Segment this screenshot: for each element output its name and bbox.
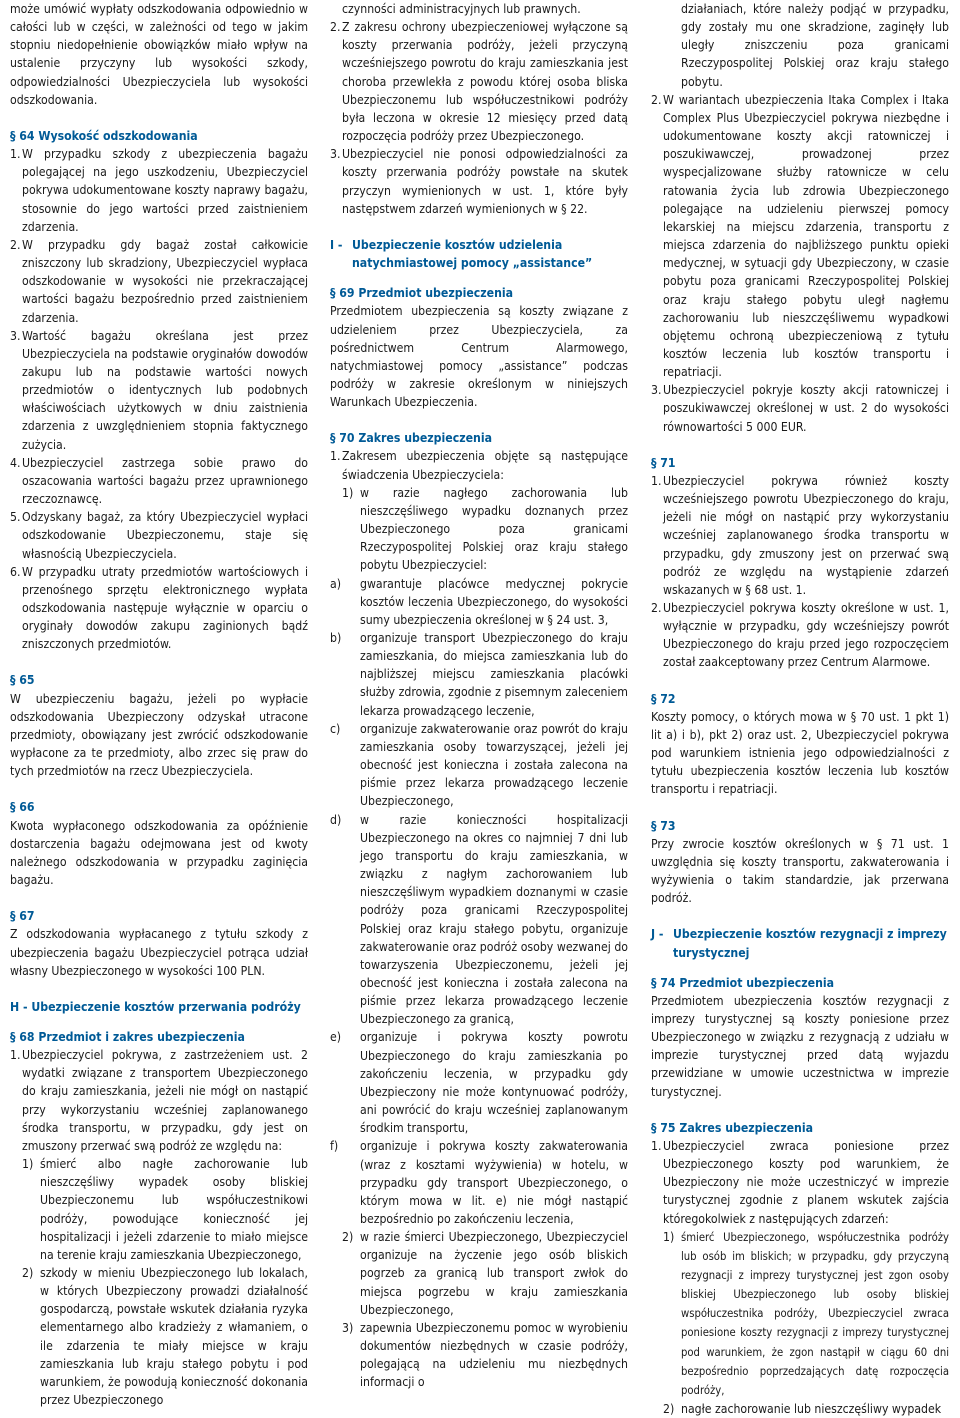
list-text: Odzyskany bagaż, za który Ubezpieczyciel wypłaci odszkodowanie Ubezpieczonemu, staje się własnością Ubezpieczyciela. [22,510,308,561]
list-item [651,1400,949,1418]
chapter-heading: H - Ubezpieczenie kosztów przerwania podróży [10,999,301,1014]
list-item [651,599,949,672]
spacer [10,653,308,671]
list-text: organizuje i pokrywa koszty powrotu Ubezpieczonego do kraju zamieszkania po zakończeniu leczenia, w przypadku gdy Ubezpieczony nie może kontynuować podróży, ani powrócić do kraju wcześniej zaplanowanym środkim transportu, [360,1030,628,1136]
list-text: śmierć albo nagłe zachorowanie lub nieszczęśliwy wypadek osoby bliskiej Ubezpieczonemu lub współuczestnikowi podróży, powodujące konieczność jej hospitalizacji i jeżeli zdarzenie to miało miejsce na terenie kraju zamieszkania Ubezpieczonego, [40,1157,308,1262]
section-heading: § 70 Zakres ubezpieczenia [330,431,492,446]
list-text: nagłe zachorowanie lub nieszczęśliwy wypadek [681,1402,942,1417]
list-item [10,1155,308,1264]
section-heading: § 65 [10,673,35,688]
spacer [330,272,628,284]
spacer [10,980,308,998]
list-item [10,1046,308,1155]
chapter-title: Ubezpieczenie kosztów rezygnacji z imprezy turystycznej [673,927,947,960]
spacer [10,780,308,798]
spacer [651,799,949,817]
list-text: W przypadku utraty przedmiotów wartościowych i przenośnego sprzętu elektronicznego wypłata odszkodowania następuje wyłącznie w oparciu o oryginały dowodów zakupu zaginionych bądź zniszczonych przedmiotów. [22,564,308,652]
list-text: organizuje transport Ubezpieczonego do kraju zamieszkania, do miejsca zamieszkania lub do najbliższej miejscu zamieszkania placówki służby zdrowia, zgodnie z pisemnym zaleceniem lekarza prowadzącego leczenie, [360,631,628,718]
list-text: Ubezpieczyciel zwraca poniesione przez Ubezpieczonego koszty pod warunkiem, że Ubezpieczony nie może uczestniczyć w imprezie turystycznej zgodnie z planem wskutek zajścia któregokolwiek z następujących zdarzeń: [663,1138,949,1226]
list-number: 2. [651,601,662,615]
list-item [330,1228,628,1319]
list-text: W wariantach ubezpieczenia Itaka Complex i Itaka Complex Plus Ubezpieczyciel pokrywa niezbędne i udokumentowane koszty akcji ratowniczej i poszukiwawczej, prowadzonej przez wyspecjalizowane służby ratownicze w celu ratowania życia lub zdrowia Ubezpieczonego polegające na udzieleniu pierwszej pomocy lekarskiej na miejscu zdarzenia, transportu z miejsca zdarzenia do najbliższego punktu opieki medycznej, w sytuacji gdy Ubezpieczony, w czasie pobytu poza granicami Rzeczypospolitej Polskiej oraz kraju stałego pobytu uległ nagłemu zachorowaniu lub nieszczęśliwemu wypadkowi objętemu ochroną ubezpieczeniową z tytułu kosztów leczenia lub kosztów transportu i repatriacji. [663,92,949,380]
list-item [10,145,308,236]
spacer [651,907,949,925]
list-text: Ubezpieczyciel pokryje koszty akcji ratowniczej i poszukiwawczej określonej w ust. 2 do wysokości równowartości 5 000 EUR. [663,383,949,434]
list-text: organizuje i pokrywa koszty zakwaterowania (wraz z kosztami wyżywienia) w hotelu, w przypadku gdy transport Ubezpieczonego, o którym mowa w lit. e) nie mógł nastąpić bezpośrednio po zakończeniu leczenia, [360,1139,628,1226]
chapter-letter: I - [330,237,343,252]
list-number: a) [330,576,341,591]
list-item [330,1137,628,1228]
spacer [10,109,308,127]
list-text: w razie nagłego zachorowania lub nieszczęśliwego wypadku doznanych przez Ubezpieczonego poza granicami Rzeczypospolitej Polskiej oraz kraju stałego pobytu Ubezpieczyciel: [360,485,628,573]
paragraph: działaniach, które należy podjąć w przypadku, gdy zostały mu one skradzione, zaginęły lub uległy zniszczeniu poza granicami Rzeczypospolitej Polskiej oraz kraju stałego pobytu. [681,2,949,89]
spacer [651,436,949,454]
section-heading: § 66 [10,800,35,815]
list-number: 1. [10,147,21,162]
list-number: 1. [330,449,341,464]
list-item [10,327,308,454]
list-text: w razie konieczności hospitalizacji Ubezpieczonego na okres co najmniej 7 dni lub jego transportu do kraju zamieszkania, w związku z nagłym zachorowaniem lub nieszczęśliwym wypadkiem doznanymi w czasie podróży poza granicami Rzeczypospolitej Polskiej oraz kraju stałego pobytu, organizuje zakwaterowanie oraz podróż osoby wezwanej do towarzyszenia Ubezpieczonemu, jeżeli jej obecność jest konieczna i została zalecona na piśmie przez lekarza prowadzącego leczenie Ubezpieczonego za granicą, [360,812,628,1027]
list-item [651,91,949,382]
spacer [10,889,308,907]
list-item [10,236,308,327]
list-item [330,1319,628,1392]
list-text: W przypadku gdy bagaż został całkowicie zniszczony lub skradziony, Ubezpieczyciel wypłaca odszkodowanie w wysokości nie przekraczającej wartości bagażu bezpośrednio przed zaistnieniem zdarzenia. [22,237,308,325]
list-item [10,563,308,654]
spacer [330,218,628,236]
list-text: gwarantuje placówce medycznej pokrycie kosztów leczenia Ubezpieczonego, do wysokości sumy ubezpieczenia określonej w § 24 ust. 3, [360,576,628,627]
section-heading: § 74 Przedmiot ubezpieczenia [651,975,835,990]
list-number: 2) [22,1266,34,1280]
list-number: 1) [22,1157,34,1172]
list-number: 2) [342,1230,354,1245]
chapter-heading [651,925,949,961]
list-number: 1. [651,473,662,488]
list-number: 3. [330,147,341,162]
list-number: c) [330,721,341,736]
list-text: Ubezpieczyciel pokrywa również koszty wcześniejszego powrotu Ubezpieczonego do kraju, jeżeli nie mógł on nastąpić przy wykorzystaniu wcześniej zaplanowanego środka transportu w przypadku, gdy zmuszony jest on przerwać swą podróż ze względu na wystąpienie zdarzeń wskazanych w § 68 ust. 1. [663,473,949,597]
chapter-title: Ubezpieczenie kosztów udzielenia natychmiastowej pomocy „assistance” [352,237,593,271]
list-number: 1. [10,1048,21,1063]
paragraph: Koszty pomocy, o których mowa w § 70 ust. 1 pkt 1) lit a) i b), pkt 2) oraz ust. 2, Ubezpieczyciel pokrywa pod warunkiem istnienia jego odpowiedzialności z tytułu ubezpieczenia kosztów leczenia lub kosztów transportu i repatriacji. [651,709,949,797]
spacer [10,1016,308,1028]
section-heading: § 73 [651,818,676,833]
list-number: 1) [342,485,354,500]
list-text: organizuje zakwaterowanie oraz powrót do kraju zamieszkania osoby towarzyszącej, jeżeli jej obecność jest konieczna i została zalecona na piśmie przez lekarza prowadzącego leczenie Ubezpieczonego, [360,721,628,809]
list-text: Z zakresu ochrony ubezpieczeniowej wyłączone są koszty przerwania podróży, jeżeli przyczyną wcześniejszego powrotu do kraju zamieszkania jest choroba przewlekła z powodu której osoba bliska Ubezpieczonemu lub współuczestnikowi podróży była leczona w okresie 12 miesięcy przed datą rozpoczęcia podróży przez Ubezpieczonego. [342,20,628,144]
list-number: 5. [10,510,21,525]
section-heading: § 72 [651,691,676,706]
list-number: 4. [10,455,21,470]
list-number: 1) [663,1229,675,1244]
spacer [651,1101,949,1119]
list-item [330,1028,628,1137]
chapter-heading [330,236,628,272]
list-number: 2) [663,1402,675,1417]
paragraph: Przedmiotem ubezpieczenia kosztów rezygnacji z imprezy turystycznej są koszty poniesione przez Ubezpieczonego w związku z rezygnacją z udziału w imprezie turystycznej przed datą wyjazdu przewidziane w umowie uczestnictwa w imprezie turystycznej. [651,993,949,1099]
spacer [651,962,949,974]
list-number: 2. [651,92,662,107]
paragraph: Przy zwrocie kosztów określonych w § 71 ust. 1 uwzględnia się koszty transportu, zakwaterowania i wyżywienia o takim standardzie, jak przerwana podróż. [651,836,949,906]
list-text: Zakresem ubezpieczenia objęte są następujące świadczenia Ubezpieczyciela: [342,449,628,482]
chapter-letter: J - [651,927,664,942]
list-number: 3. [651,383,662,398]
list-number: f) [330,1139,339,1154]
list-item [330,629,628,720]
spacer [651,672,949,690]
list-item [330,575,628,629]
list-item [10,1264,308,1409]
list-number: e) [330,1030,342,1045]
list-text: Wartość bagażu określana jest przez Ubezpieczyciela na podstawie oryginałów dowodów zakupu lub na podstawie wartości nowych przedmiotów o identycznych lub podobnych właściwościach użytkowych w dniu zaistnienia zdarzenia z uwzględnieniem stopnia faktycznego zużycia. [22,328,308,452]
list-number: 2. [330,20,341,35]
list-text: Ubezpieczyciel zastrzega sobie prawo do oszacowania wartości bagażu przez uprawnionego rzeczoznawcę. [22,455,308,507]
list-number: 3. [10,328,21,343]
list-number: b) [330,631,342,645]
list-text: Ubezpieczyciel nie ponosi odpowiedzialności za koszty przerwania podróży powstałe na skutek przyczyn wymienionych w ust. 1, które były następstwem zdarzeń wymienionych w § 22. [342,147,628,216]
paragraph: Kwota wypłaconego odszkodowania za opóźnienie dostarczenia bagażu odejmowana jest od kwoty należnego odszkodowania w przypadku zaginięcia bagażu. [10,818,308,888]
list-text: zapewnia Ubezpieczonemu pomoc w wyrobieniu dokumentów niezbędnych w czasie podróży, polegającą na udzieleniu mu niezbędnych informacji o [360,1320,628,1390]
column-left [10,0,308,1409]
list-item [330,484,628,575]
column-right [651,0,949,1418]
section-heading: § 75 Zakres ubezpieczenia [651,1120,813,1135]
list-number: 3) [342,1320,354,1335]
list-item [651,472,949,599]
list-item [330,811,628,1029]
list-item [651,1137,949,1228]
list-number: 6. [10,564,21,579]
paragraph: W ubezpieczeniu bagażu, jeżeli po wypłacie odszkodowania Ubezpieczony odzyskał utracone przedmioty, obowiązany jest zwrócić odszkodowanie wypłacone za te przedmioty, albo zrzec się praw do tych przedmiotów na rzecz Ubezpieczyciela. [10,691,308,779]
section-heading: § 69 Przedmiot ubezpieczenia [330,286,514,301]
list-text: w razie śmierci Ubezpieczonego, Ubezpieczyciel organizuje na życzenie jego osób bliskich pogrzeb za granicą lub transport zwłok do miejsca pogrzebu w kraju zamieszkania Ubezpieczonego, [360,1230,628,1317]
list-item [651,381,949,435]
list-item [330,18,628,145]
list-item [10,454,308,508]
section-heading: § 64 Wysokość odszkodowania [10,128,198,143]
list-item [10,508,308,562]
list-text: Ubezpieczyciel pokrywa koszty określone w ust. 1, wyłącznie w przypadku, gdy wcześniejszy powrót Ubezpieczonego do kraju przed jego rozpoczęciem został zaakceptowany przez Centrum Alarmowe. [663,601,949,670]
list-number: 1. [651,1138,662,1153]
section-heading: § 68 Przedmiot i zakres ubezpieczenia [10,1029,245,1044]
list-item [330,447,628,483]
list-item [330,145,628,218]
list-item [330,720,628,811]
list-item [651,1228,949,1400]
list-text: śmierć Ubezpieczonego, współuczestnika podróży lub osób im bliskich; w przypadku, gdy przyczyną rezygnacji z imprezy turystycznej jest zgon osoby bliskiej Ubezpieczonego lub osoby bliskiej współuczestnika podróży, Ubezpieczyciel zwraca poniesione koszty rezygnacji z imprezy turystycznej pod warunkiem, że zgon nastąpił w ciągu 60 dni bezpośrednio poprzedzających datę rozpoczęcia podróży, [681,1230,949,1397]
list-text: W przypadku szkody z ubezpieczenia bagażu polegającej na jego uszkodzeniu, Ubezpieczyciel pokrywa udokumentowane koszty naprawy bagażu, stosownie do jego wartości przed zaistnieniem zdarzenia. [22,147,308,234]
list-text: szkody w mieniu Ubezpieczonego lub lokalach, w których Ubezpieczony prowadzi działalność gospodarczą, powstałe wskutek działania ryzyka elementarnego albo kradzieży z włamaniem, o ile zdarzenia te miały miejsce w kraju zamieszkania lub kraju stałego pobytu i pod warunkiem, że powodują konieczność dokonania przez Ubezpieczonego [40,1266,308,1408]
paragraph: Przedmiotem ubezpieczenia są koszty związane z udzieleniem przez Ubezpieczyciela, za pośrednictwem Centrum Alarmowego, natychmiastowej pomocy „assistance” podczas podróży w zakresie określonym w niniejszych Warunkach Ubezpieczenia. [330,304,628,410]
list-number: 2. [10,237,21,252]
paragraph: może umówić wypłaty odszkodowania odpowiednio w całości lub w części, w zależności od tego w jakim stopniu niedopełnienie obowiązków miało wpływ na ustalenie przyczyny lub wysokości szkody, odpowiedzialności Ubezpieczyciela lub wysokości odszkodowania. [10,2,308,107]
list-number: d) [330,812,342,827]
section-heading: § 67 [10,909,35,924]
spacer [330,411,628,429]
section-heading: § 71 [651,455,676,470]
list-text: Ubezpieczyciel pokrywa, z zastrzeżeniem ust. 2 wydatki związane z transportem Ubezpieczonego do kraju zamieszkania, jeżeli nie mógł on nastąpić przy wykorzystaniu wcześniej zaplanowanego środka transportu, w przypadku, gdy jest on zmuszony przerwać swą podróż ze względu na: [22,1048,308,1153]
column-middle [330,0,628,1392]
paragraph: Z odszkodowania wypłacanego z tytułu szkody z ubezpieczenia bagażu Ubezpieczyciel potrąca udział własny Ubezpieczonego w wysokości 100 PLN. [10,927,308,978]
paragraph: czynności administracyjnych lub prawnych. [342,2,581,16]
